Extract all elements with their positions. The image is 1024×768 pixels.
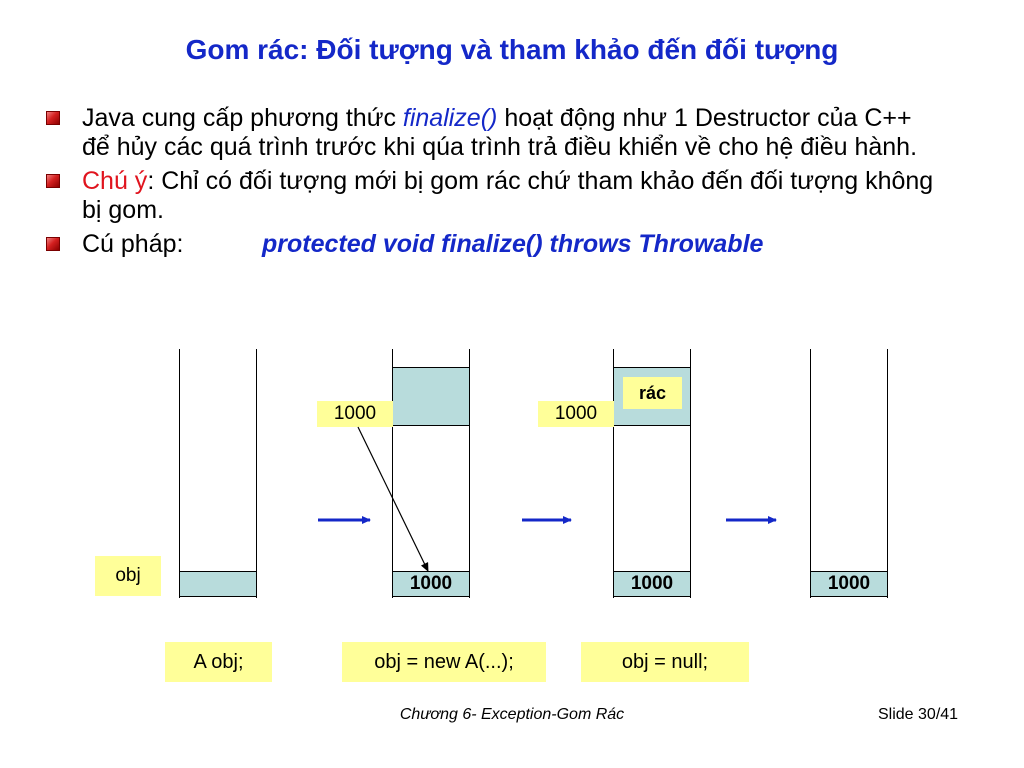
obj-reference-cell-2: 1000 xyxy=(392,571,470,597)
footer-slide-number: Slide 30/41 xyxy=(878,706,959,723)
heap-address-label-2: 1000 xyxy=(317,401,393,427)
bullet-syntax-code: protected void finalize() throws Throwable xyxy=(262,230,764,258)
bullet-finalize-text-1: Java cung cấp phương thức xyxy=(82,104,403,132)
reference-pointer-arrow-icon xyxy=(358,427,428,571)
garbage-label: rác xyxy=(623,377,682,409)
obj-reference-cell-4: 1000 xyxy=(810,571,888,597)
obj-variable-label: obj xyxy=(95,556,161,596)
slide-title: Gom rác: Đối tượng và tham khảo đến đối tượng xyxy=(185,34,839,65)
bullet-note-text: : Chỉ có đối tượng mới bị gom rác chứ tham khảo đến đối tượng không bị gom. xyxy=(82,167,934,224)
obj-reference-cell-3: 1000 xyxy=(613,571,691,597)
caption-declare: A obj; xyxy=(165,642,272,682)
bullet-syntax-label: Cú pháp: xyxy=(82,230,184,258)
footer-chapter: Chương 6- Exception-Gom Rác xyxy=(399,706,625,723)
caption-null: obj = null; xyxy=(581,642,749,682)
bullet-finalize-text-2: hoạt động như 1 Destructor của C++ để hủy các quá trình trước khi qúa trình trả điều khiển về cho hệ điều hành. xyxy=(82,104,918,161)
bullet-note-label: Chú ý xyxy=(82,167,148,195)
bullet-finalize-method: finalize() xyxy=(402,104,498,132)
caption-new: obj = new A(...); xyxy=(342,642,546,682)
heap-address-label-3: 1000 xyxy=(538,401,614,427)
